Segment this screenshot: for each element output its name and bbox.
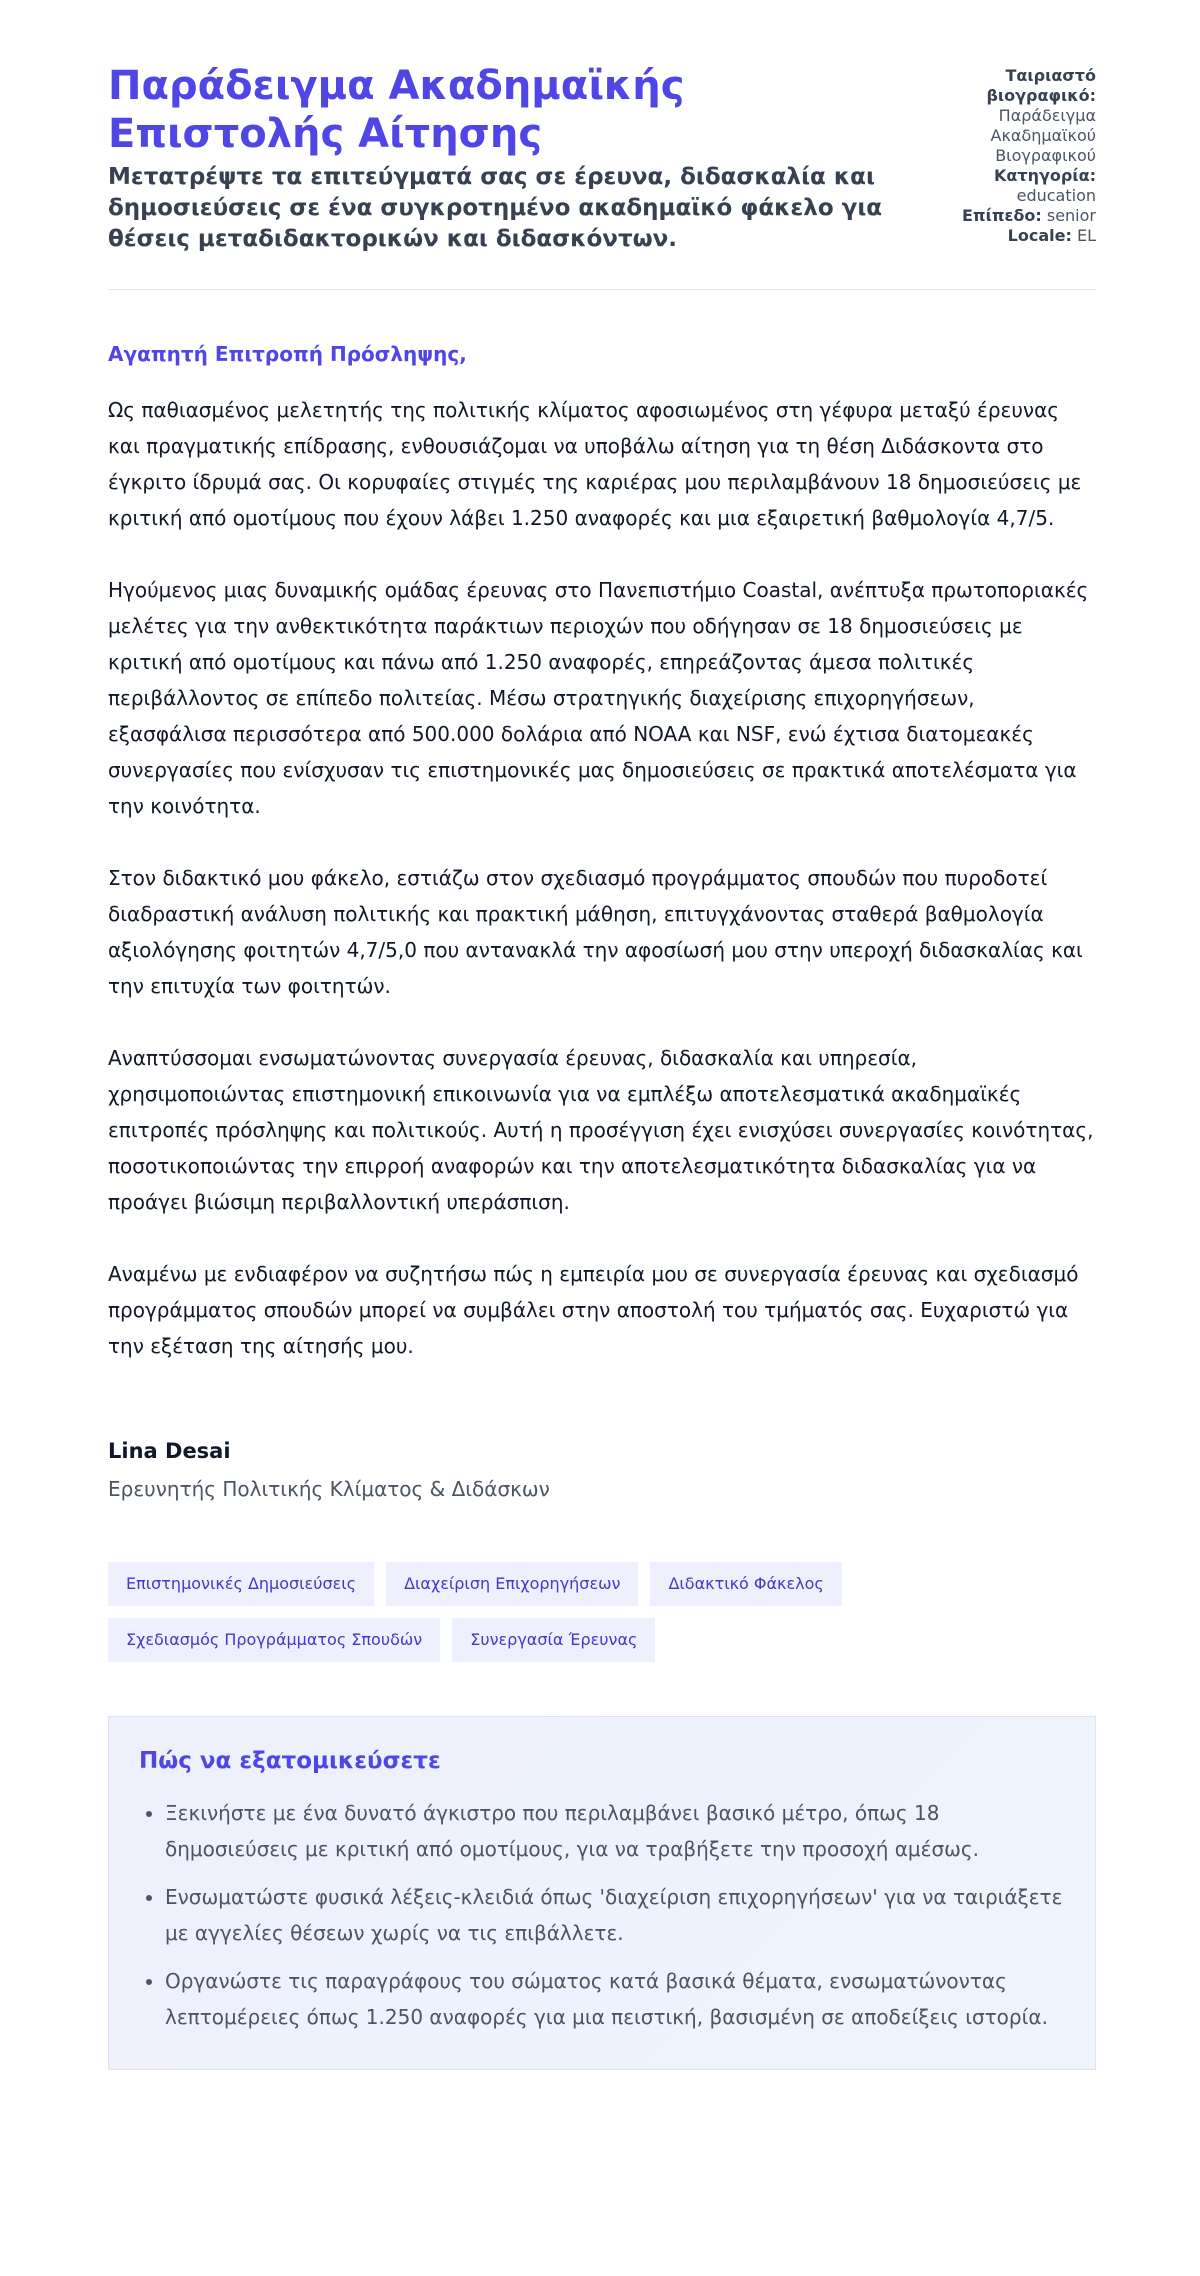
tips-list	[139, 1795, 1065, 2035]
letter-paragraph-3: Στον διδακτικό μου φάκελο, εστιάζω στον σχεδιασμό προγράμματος σπουδών που πυροδοτεί διαδραστική ανάλυση πολιτικής και πρακτική μάθηση, επιτυγχάνοντας σταθερά βαθμολογία αξιολόγησης φοιτητών 4,7/5,0 που αντανακλά την αφοσίωσή μου στην υπεροχή διδασκαλίας και την επιτυχία των φοιτητών.	[108, 866, 1083, 998]
letter-body	[108, 340, 1096, 1364]
letter-paragraph-5: Αναμένω με ενδιαφέρον να συζητήσω πώς η εμπειρία μου σε συνεργασία έρευνας και σχεδιασμό προγράμματος σπουδών μπορεί να συμβάλει στην αποστολή του τμήματός σας. Ευχαριστώ για την εξέταση της αίτησής μου.	[108, 1262, 1079, 1358]
meta-locale-label: Locale:	[1007, 226, 1072, 245]
tip-item: • Ξεκινήστε με ένα δυνατό άγκιστρο που περιλαμβάνει βασικό μέτρο, όπως 18 δημοσιεύσεις με κριτική από ομοτίμους, για να τραβήξετε την προσοχή αμέσως.	[165, 1795, 1065, 1867]
signature-block	[108, 1436, 1096, 1504]
tips-title: Πώς να εξατομικεύσετε	[139, 1748, 441, 1774]
letter-paragraph-1: Ως παθιασμένος μελετητής της πολιτικής κλίματος αφοσιωμένος στη γέφυρα μεταξύ έρευνας και πραγματικής επίδρασης, ενθουσιάζομαι να υποβάλω αίτηση για τη θέση Διδάσκοντα στο έγκριτο ίδρυμά σας. Οι κορυφαίες στιγμές της καριέρας μου περιλαμβάνουν 18 δημοσιεύσεις με κριτική από ομοτίμους που έχουν λάβει 1.250 αναφορές και μια εξαιρετική βαθμολογία 4,7/5.	[108, 398, 1082, 530]
tip-item: • Ενσωματώστε φυσικά λέξεις-κλειδιά όπως 'διαχείριση επιχορηγήσεων' για να ταιριάξετε με αγγελίες θέσεων χωρίς να τις επιβάλλετε.	[165, 1879, 1065, 1951]
customization-tips	[108, 1716, 1096, 2070]
salutation: Αγαπητή Επιτροπή Πρόσληψης,	[108, 342, 467, 366]
meta-panel	[926, 62, 1096, 246]
meta-category-label: Κατηγορία:	[994, 166, 1096, 185]
skill-tags	[108, 1562, 1096, 1662]
skill-tag: Σχεδιασμός Προγράμματος Σπουδών	[108, 1618, 440, 1662]
signature-name: Lina Desai	[108, 1439, 231, 1463]
signature-role: Ερευνητής Πολιτικής Κλίματος & Διδάσκων	[108, 1477, 550, 1501]
meta-category-value: education	[1016, 186, 1096, 205]
meta-locale	[926, 226, 1096, 246]
skill-tag: Επιστημονικές Δημοσιεύσεις	[108, 1562, 374, 1606]
meta-level-value: senior	[1046, 206, 1096, 225]
page-header	[108, 62, 1096, 290]
page-subtitle: Μετατρέψτε τα επιτεύγματά σας σε έρευνα, διδασκαλία και δημοσιεύσεις σε ένα συγκροτημένο ακαδημαϊκό φάκελο για θέσεις μεταδιδακτορικών και διδασκόντων.	[108, 164, 883, 252]
page-title: Παράδειγμα Ακαδημαϊκής Επιστολής Αίτησης	[108, 63, 685, 157]
meta-matching-resume-label: Ταιριαστό βιογραφικό:	[986, 66, 1096, 105]
tip-item: • Οργανώστε τις παραγράφους του σώματος κατά βασικά θέματα, ενσωματώνοντας λεπτομέρειες όπως 1.250 αναφορές για μια πειστική, βασισμένη σε αποδείξεις ιστορία.	[165, 1963, 1065, 2035]
letter-paragraph-2: Ηγούμενος μιας δυναμικής ομάδας έρευνας στο Πανεπιστήμιο Coastal, ανέπτυξα πρωτοποριακές μελέτες για την ανθεκτικότητα παράκτιων περιοχών που οδήγησαν σε 18 δημοσιεύσεις με κριτική από ομοτίμους και πάνω από 1.250 αναφορές, επηρεάζοντας άμεσα πολιτικές περιβάλλοντος σε επίπεδο πολιτείας. Μέσω στρατηγικής διαχείρισης επιχορηγήσεων, εξασφάλισα περισσότερα από 500.000 δολάρια από NOAA και NSF, ενώ έχτισα διατομεακές συνεργασίες που ενίσχυσαν τις επιστημονικές μας δημοσιεύσεις σε πρακτικά αποτελέσματα για την κοινότητα.	[108, 578, 1089, 818]
skill-tag: Διαχείριση Επιχορηγήσεων	[386, 1562, 638, 1606]
meta-level	[926, 206, 1096, 226]
meta-level-label: Επίπεδο:	[962, 206, 1042, 225]
skill-tag: Διδακτικό Φάκελος	[650, 1562, 841, 1606]
header-text	[108, 62, 908, 255]
letter-container	[108, 62, 1096, 2070]
meta-category	[926, 166, 1096, 206]
skill-tag: Συνεργασία Έρευνας	[452, 1618, 655, 1662]
meta-matching-resume-value: Παράδειγμα Ακαδημαϊκού Βιογραφικού	[990, 106, 1096, 165]
meta-locale-value: EL	[1076, 226, 1096, 245]
letter-paragraph-4: Αναπτύσσομαι ενσωματώνοντας συνεργασία έρευνας, διδασκαλία και υπηρεσία, χρησιμοποιώντας επιστημονική επικοινωνία για να εμπλέξω αποτελεσματικά ακαδημαϊκές επιτροπές πρόσληψης και πολιτικούς. Αυτή η προσέγγιση έχει ενισχύσει συνεργασίες κοινότητας, ποσοτικοποιώντας την επιρροή αναφορών και την αποτελεσματικότητα διδασκαλίας για να προάγει βιώσιμη περιβαλλοντική υπεράσπιση.	[108, 1046, 1094, 1214]
meta-matching-resume	[926, 66, 1096, 166]
